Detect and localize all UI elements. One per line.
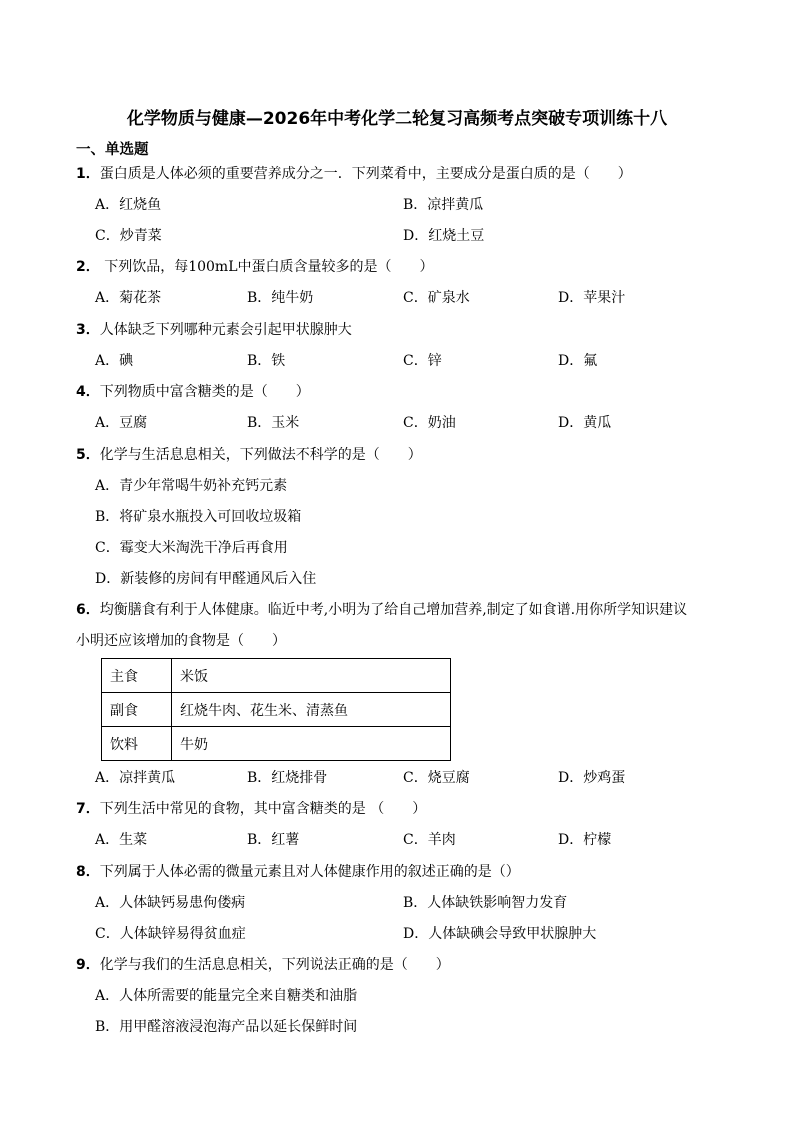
- option[interactable]: C．人体缺锌易得贫血症: [95, 926, 246, 942]
- question-number: 2．: [76, 259, 100, 275]
- option[interactable]: D．柠檬: [558, 832, 612, 848]
- option[interactable]: A．生菜: [95, 832, 148, 848]
- option[interactable]: D．苹果汁: [558, 290, 626, 306]
- menu-table: [101, 658, 451, 761]
- option[interactable]: D．人体缺碘会导致甲状腺肿大: [403, 926, 597, 942]
- table-cell: 红烧牛肉、花生米、清蒸鱼: [172, 693, 451, 727]
- page-title: 化学物质与健康—2026年中考化学二轮复习高频考点突破专项训练十八: [126, 109, 668, 129]
- option[interactable]: B．用甲醛溶液浸泡海产品以延长保鲜时间: [95, 1019, 358, 1035]
- question-stem: 蛋白质是人体必须的重要营养成分之一．下列菜肴中，主要成分是蛋白质的是（ ）: [99, 166, 632, 182]
- option[interactable]: B．纯牛奶: [247, 290, 314, 306]
- question-number: 8．: [76, 864, 100, 880]
- question-number: 3．: [76, 322, 100, 338]
- option[interactable]: A．青少年常喝牛奶补充钙元素: [95, 478, 288, 494]
- question-number: 6．: [76, 602, 100, 618]
- section-heading: 一、单选题: [76, 142, 149, 158]
- question-number: 4．: [76, 384, 100, 400]
- table-cell: 饮料: [102, 727, 172, 761]
- question-stem: 化学与我们的生活息息相关，下列说法正确的是（ ）: [99, 957, 450, 973]
- question-number: 1．: [76, 166, 100, 182]
- option[interactable]: A．豆腐: [95, 415, 148, 431]
- option[interactable]: D．炒鸡蛋: [558, 770, 626, 786]
- option[interactable]: C．锌: [403, 353, 442, 369]
- option[interactable]: D．新装修的房间有甲醛通风后入住: [95, 571, 317, 587]
- question-3: [76, 320, 352, 340]
- question-stem: 人体缺乏下列哪种元素会引起甲状腺肿大: [99, 322, 352, 338]
- question-2: [76, 257, 434, 277]
- question-8: [76, 862, 520, 882]
- option[interactable]: B．玉米: [247, 415, 300, 431]
- option[interactable]: B．凉拌黄瓜: [403, 197, 484, 213]
- question-stem: 下列生活中常见的食物，其中富含糖类的是 （ ）: [99, 801, 427, 817]
- question-number: 5．: [76, 447, 100, 463]
- question-stem: 下列饮品，每100mL中蛋白质含量较多的是（ ）: [99, 259, 434, 275]
- option[interactable]: C．烧豆腐: [403, 770, 470, 786]
- option[interactable]: C．霉变大米淘洗干净后再食用: [95, 540, 288, 556]
- option[interactable]: C．羊肉: [403, 832, 456, 848]
- option[interactable]: A．菊花茶: [95, 290, 162, 306]
- option[interactable]: D．氟: [558, 353, 598, 369]
- question-4: [76, 382, 310, 402]
- option[interactable]: A．红烧鱼: [95, 197, 162, 213]
- question-stem-continued: 小明还应该增加的食物是（ ）: [76, 633, 286, 649]
- question-1: [76, 164, 632, 184]
- option[interactable]: B．人体缺铁影响智力发育: [403, 895, 568, 911]
- option[interactable]: A．凉拌黄瓜: [95, 770, 176, 786]
- question-number: 7．: [76, 801, 100, 817]
- option[interactable]: D．黄瓜: [558, 415, 612, 431]
- question-6: [76, 600, 687, 620]
- question-7: [76, 799, 426, 819]
- option[interactable]: C．矿泉水: [403, 290, 470, 306]
- question-stem: 化学与生活息息相关，下列做法不科学的是（ ）: [99, 447, 422, 463]
- option[interactable]: A．人体缺钙易患佝偻病: [95, 895, 246, 911]
- option[interactable]: A．碘: [95, 353, 134, 369]
- table-row: [102, 659, 451, 693]
- table-row: [102, 727, 451, 761]
- table-cell: 牛奶: [172, 727, 451, 761]
- option[interactable]: B．铁: [247, 353, 286, 369]
- question-stem: 下列属于人体必需的微量元素且对人体健康作用的叙述正确的是（）: [99, 864, 520, 880]
- table-cell: 主食: [102, 659, 172, 693]
- question-stem: 下列物质中富含糖类的是（ ）: [99, 384, 310, 400]
- table-row: [102, 693, 451, 727]
- table-cell: 米饭: [172, 659, 451, 693]
- question-number: 9．: [76, 957, 100, 973]
- option[interactable]: B．将矿泉水瓶投入可回收垃圾箱: [95, 509, 302, 525]
- question-9: [76, 955, 450, 975]
- table-cell: 副食: [102, 693, 172, 727]
- option[interactable]: C．炒青菜: [95, 228, 162, 244]
- option[interactable]: C．奶油: [403, 415, 456, 431]
- question-stem: 均衡膳食有利于人体健康。临近中考,小明为了给自己增加营养,制定了如食谱.用你所学知识建议: [99, 602, 688, 618]
- option[interactable]: B．红薯: [247, 832, 300, 848]
- question-5: [76, 445, 422, 465]
- option[interactable]: A．人体所需要的能量完全来自糖类和油脂: [95, 988, 358, 1004]
- option[interactable]: B．红烧排骨: [247, 770, 328, 786]
- option[interactable]: D．红烧土豆: [403, 228, 485, 244]
